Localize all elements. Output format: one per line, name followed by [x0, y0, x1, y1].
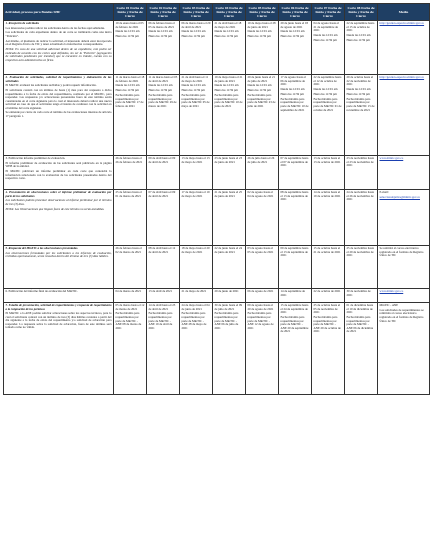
header-cut-03: Corte 03 Fecha de Inicio y Fecha de Cierre — [180, 4, 213, 21]
cut-01-cell — [114, 21, 147, 75]
medio-cell — [378, 156, 430, 190]
activity-paragraph: 4. Presentación de observaciones sobre el informe preliminar de evaluación por parte de los solicitantes — [5, 190, 112, 198]
activity-cell — [4, 190, 114, 246]
date-text: Hasta las 11:59 pm — [280, 91, 304, 96]
cut-04-cell — [213, 246, 246, 289]
date-text: 19 de mayo hasta el 21 de junio de 2021 — [214, 75, 243, 83]
activity-paragraph: 5. Respuesta del MinTIC a las observaciones presentadas. — [5, 246, 79, 250]
date-text: 08 de septiembre hasta el 13 de septiembre de 2021 — [280, 190, 309, 202]
cut-03-cell — [180, 190, 213, 246]
activity-cell — [4, 156, 114, 190]
date-text: Fecha máxima para requerimientos por parte de MinTIC - ANE 12 de agosto de 2021 — [247, 311, 274, 330]
cut-04-cell — [213, 190, 246, 246]
date-text: Fecha máxima para requerimientos por parte de MinTIC 10 de junio de 2021 — [214, 93, 243, 108]
table-row — [4, 289, 430, 303]
medio-link[interactable]: http://gestion-espectro.mintic.gov.co — [379, 21, 425, 25]
date-text: 22 de octubre de 2021 — [313, 289, 341, 293]
activity-cell — [4, 289, 114, 303]
date-text: 21 de abril hasta el 18 de mayo de 2021 — [214, 21, 242, 29]
cut-07-cell — [312, 303, 345, 395]
header-cut-06: Corte 06 Fecha de Inicio y Fecha de Cierre — [279, 4, 312, 21]
date-text: Hasta las 11:59 pm — [181, 88, 205, 93]
cut-06-cell — [279, 21, 312, 75]
date-text: 25 de febrero hasta el 01 de marzo de 2021 — [115, 190, 142, 198]
date-text: Hasta las 11:59 pm — [148, 88, 172, 93]
cut-05-cell — [246, 303, 279, 395]
date-text: 11 de marzo hasta el 18 de febrero de 2021 — [115, 75, 145, 83]
date-text: Desde las 12:01 am — [214, 29, 239, 34]
cut-06-cell — [279, 156, 312, 190]
date-text: 15 de septiembre hasta el 24 de septiembre de 2021 — [280, 303, 309, 315]
date-text: 22 de septiembre hasta el 12 de octubre de 2021 — [313, 75, 342, 87]
cut-04-cell — [213, 21, 246, 75]
date-text: Hasta las 11:59 pm — [214, 34, 238, 39]
cut-04-cell — [213, 303, 246, 395]
date-text: Desde las 12:01 am — [181, 29, 206, 34]
date-text: 19 de mayo hasta el 28 de junio de 2021 — [247, 21, 276, 29]
cut-01-cell — [114, 190, 147, 246]
date-text: 26 de julio hasta el 26 de julio de 2021 — [247, 156, 275, 164]
cut-06-cell — [279, 246, 312, 289]
date-text: 23 de noviembre hasta el 23 de noviembre de 2021 — [346, 156, 374, 168]
cut-08-cell — [345, 156, 378, 190]
schedule-table — [3, 3, 430, 395]
date-text: 17 de agosto hasta el 06 de septiembre de 2021 — [280, 75, 306, 87]
activity-cell — [4, 75, 114, 156]
date-text: Desde las 12:01 am — [280, 29, 305, 34]
date-text: Fecha máxima para requerimientos por parte de MinTIC - ANE 06 de julio de 2021 — [214, 311, 239, 330]
date-text: 25 de noviembre hasta el 29 de noviembre de 2021 — [346, 246, 374, 258]
date-text: Fecha máxima para requerimientos por parte de MinTIC - ANE 06 de diciembre de 2021 — [346, 315, 374, 334]
date-text: 08 de abril hasta el 12 de abril de 2021 — [148, 246, 176, 254]
medio-cell — [378, 246, 430, 289]
table-row — [4, 75, 430, 156]
date-text: Fecha máxima para requerimientos por parte de MinTIC 05 de mayo de 2021 — [181, 93, 210, 108]
activity-paragraph: Las solicitudes de cada expediente dentro de un corte se tramitarán como una única "Petición". — [5, 30, 112, 39]
date-text: 13 de mayo hasta el 13 de mayo de 2021 — [181, 156, 210, 164]
date-text: Desde las 12:01 am — [148, 83, 173, 88]
date-text: 25 de octubre hasta el 05 de noviembre de 2021 — [313, 303, 341, 315]
cut-08-cell — [345, 246, 378, 289]
activity-paragraph: NOTA: Las Observaciones que lleguen fuera de este término no serán atendidas. — [5, 206, 105, 211]
activity-paragraph: 1. Recepción de solicitudes — [5, 21, 40, 25]
medio-cell — [378, 289, 430, 303]
medio-cell — [378, 190, 430, 246]
date-text: 09 de septiembre hasta el 13 de septiembre de 2021 — [280, 246, 309, 258]
date-text: 06 de febrero hasta el 05 de marzo de 2021 — [148, 21, 175, 29]
date-text: Fecha máxima para requerimientos por parte de MinTIC 01 de octubre de 2021 — [313, 96, 342, 112]
date-text: Desde las 12:01 am — [346, 87, 371, 92]
date-text: Hasta las 11:59 pm — [148, 34, 172, 39]
cut-07-cell — [312, 156, 345, 190]
cut-05-cell — [246, 246, 279, 289]
cut-03-cell — [180, 246, 213, 289]
medio-text: E-mail: — [379, 190, 389, 194]
header-cut-01: Corte 01 Fecha de Inicio y Fecha de Cierre — [114, 4, 147, 21]
activity-paragraph: 3. Publicación informe preliminar de evaluación. — [5, 156, 66, 160]
date-text: 09 de abril hasta el 09 de abril de 2021 — [148, 156, 176, 164]
date-text: Fecha máxima para requerimientos por parte de MinTIC 15 de noviembre de 2021 — [346, 96, 375, 112]
activity-paragraph: 6. Publicación del informe final de evaluación del MinTIC. — [5, 289, 78, 293]
cut-06-cell — [279, 190, 312, 246]
cut-04-cell — [213, 75, 246, 156]
date-text: Desde las 12:01 am — [247, 29, 272, 34]
date-text: Hasta las 11:59 pm — [247, 34, 271, 39]
cut-03-cell — [180, 303, 213, 395]
cut-07-cell — [312, 289, 345, 303]
date-text: 03 de agosto hasta el 05 de agosto de 2021 — [247, 246, 274, 254]
activity-paragraph: Se entiende por cierre de cada corte el término de las evaluaciones internas de artículo 17 parágrafo 1. — [5, 110, 112, 119]
date-text: Hasta las 11:59 pm — [181, 34, 205, 39]
date-text: Fecha máxima para requerimientos por parte de MinTIC 17 de febrero de 2021 — [115, 93, 144, 108]
date-text: 24 de noviembre hasta el 26 de noviembre de 2021 — [346, 190, 374, 202]
cut-02-cell — [147, 246, 180, 289]
date-text: 07 de septiembre hasta el 07 de septiembre de 2021 — [280, 156, 309, 168]
date-text: Desde las 12:01 am — [181, 83, 206, 88]
cut-08-cell — [345, 303, 378, 395]
date-text: 07 de abril hasta el 09 de abril de 2021 — [148, 190, 176, 198]
cut-08-cell — [345, 21, 378, 75]
table-row — [4, 156, 430, 190]
cut-02-cell — [147, 21, 180, 75]
date-text: 05 de marzo hasta el 12 de marzo de 2021 — [115, 303, 145, 311]
date-text: 19 de enero hasta el 05 de febrero de 2021 — [115, 21, 144, 29]
date-text: 14 de octubre hasta el 19 de octubre de 2021 — [313, 190, 341, 198]
activity-paragraph: Los interesados podrán radicar las solicitudes dentro de las fechas aquí señaladas. — [5, 25, 105, 30]
cut-07-cell — [312, 75, 345, 156]
date-text: Hasta las 11:59 pm — [313, 37, 337, 42]
date-text: Hasta las 11:59 pm — [247, 88, 271, 93]
date-text: Hasta las 11:59 pm — [346, 91, 370, 96]
header-medio: Medio — [378, 4, 430, 21]
date-text: 26 de febrero hasta el 26 de febrero de 2021 — [115, 156, 143, 164]
cut-02-cell — [147, 289, 180, 303]
header-row — [4, 4, 430, 21]
cut-01-cell — [114, 246, 147, 289]
medio-cell — [378, 303, 430, 395]
activity-cell — [4, 303, 114, 395]
date-text: 09 de agosto hasta el 20 de agosto de 2021 — [247, 303, 274, 311]
table-row — [4, 21, 430, 75]
cut-08-cell — [345, 190, 378, 246]
activity-paragraph: Las observaciones formuladas por los solicitantes a los informes de evaluación, recibidas oportunamente, serán resueltas dentro del término de tres (3) días hábiles. — [5, 250, 112, 259]
date-text: Fecha máxima para requerimientos por parte de MinTIC - ANE 28 de mayo de 2021 — [181, 311, 207, 330]
cut-05-cell — [246, 289, 279, 303]
cut-06-cell — [279, 303, 312, 395]
date-text: 21 de mayo de 2021 — [181, 289, 207, 293]
cut-08-cell — [345, 289, 378, 303]
cut-02-cell — [147, 303, 180, 395]
cut-01-cell — [114, 303, 147, 395]
date-text: 29 de junio hasta el 03 de agosto de 2021 — [280, 21, 309, 29]
date-text: 13 de octubre hasta el 13 de octubre de 2021 — [313, 156, 341, 164]
date-text: Desde las 12:01 am — [148, 29, 173, 34]
date-text: 21 de junio hasta el 25 de junio de 2021 — [214, 190, 243, 198]
medio-link[interactable]: http://gestion-espectro.mintic.gov.co — [379, 75, 425, 79]
date-text: 14 de septiembre de 2021 — [280, 289, 305, 297]
cut-05-cell — [246, 190, 279, 246]
date-text: Desde las 12:01 am — [115, 83, 140, 88]
date-text: Fecha máxima para requerimientos por parte de MinTIC 10 de septiembre de 2021 — [280, 96, 309, 112]
cut-03-cell — [180, 21, 213, 75]
cut-06-cell — [279, 75, 312, 156]
date-text: Desde las 12:01 am — [280, 87, 305, 92]
medio-link[interactable]: www.mintic.gov.co — [379, 156, 404, 160]
medio-text: Las solicitudes de requerimientos se remitirán al correo electrónico registrado en el formato de Registro Único de TIC — [379, 307, 424, 323]
header-cut-07: Corte 07 Fecha de Inicio y Fecha de Cierre — [312, 4, 345, 21]
activity-paragraph: El MinTIC o la ANE podrán solicitar aclaraciones sobre los aspectos técnicos, para lo cual el solicitante contará con un término de tres (3) días hábiles contados a partir del día siguiente a la fecha de envío del requerimiento y/o solicitud de aclaración para responder. La respuesta sobre la solicitud de aclaración, fuera de este término será tomada como no válida. — [5, 311, 112, 330]
date-text: 30 de junio hasta el 09 de julio de 2021 — [214, 303, 243, 311]
date-text: 29 de octubre hasta el 22 de noviembre de 2021 — [346, 75, 374, 87]
medio-cell — [378, 75, 430, 156]
cut-07-cell — [312, 21, 345, 75]
date-text: 30 de noviembre de 2021 — [346, 289, 371, 297]
medio-text: MinTIC - ANE — [379, 303, 399, 307]
date-text: 11 de marzo hasta el 05 de abril de 2021 — [148, 75, 178, 83]
date-text: 13 de abril de 2021 — [148, 289, 173, 293]
date-text: 21 de abril hasta el 11 de mayo de 2021 — [181, 75, 209, 83]
activity-paragraph: El solicitante contará con un término de hasta (1) mes para dar respuesta a dicho requerimiento a la fecha de envío del requerimiento, realizado por el MinTIC, para responder. Las respuestas y/o aclaraciones presentadas fuera de este término serán consideradas en el corte siguiente para lo cual el interesado deberá radicar una nueva solicitud en caso de que el solicitante tenga el interés de continuar con la solicitud en el término del corte siguiente. — [5, 88, 112, 110]
table-row — [4, 246, 430, 289]
date-text: Fecha máxima para requerimientos por parte de MinTIC 29 de marzo de 2021 — [148, 93, 177, 108]
date-text: 26 de febrero hasta el 02 de marzo de 2021 — [115, 246, 142, 254]
header-cut-05: Corte 05 Fecha de Inicio y Fecha de Cierre — [246, 4, 279, 21]
cut-02-cell — [147, 156, 180, 190]
date-text: 15 de octubre hasta el 21 de octubre de 2021 — [313, 246, 341, 254]
date-text: Hasta las 11:59 pm — [115, 34, 139, 39]
date-text: 17 de mayo hasta el 19 de mayo de 2021 — [181, 190, 210, 198]
table-row — [4, 190, 430, 246]
date-text: 22 de junio hasta el 24 de junio de 2021 — [214, 246, 243, 254]
activity-paragraph: El MinTIC publicará un informe preliminar en cada corte que contendrá la información relacionada con la evaluación de las solicitudes presentadas dentro del respectivo corte. — [5, 169, 112, 181]
date-text: 14 de abril hasta el 23 de abril de 2021 — [148, 303, 176, 311]
date-text: Fecha máxima para requerimientos por parte de MinTIC - ANE 19 de abril de 2021 — [148, 311, 173, 330]
date-text: Desde las 12:01 am — [313, 33, 338, 38]
activity-cell — [4, 21, 114, 75]
date-text: Hasta las 11:59 pm — [313, 91, 337, 96]
cut-02-cell — [147, 75, 180, 156]
cut-02-cell — [147, 190, 180, 246]
date-text: Hasta las 11:59 pm — [115, 88, 139, 93]
activity-paragraph: El MinTIC evaluará las solicitudes recibidas y podrá requerir información. — [5, 83, 97, 88]
header-cut-02: Corte 02 Fecha de Inicio y Fecha de Cierre — [147, 4, 180, 21]
cut-03-cell — [180, 156, 213, 190]
cut-07-cell — [312, 246, 345, 289]
date-text: 04 de marzo de 2021 — [115, 289, 142, 293]
date-text: Hasta las 11:59 pm — [280, 34, 304, 39]
activity-paragraph: NOTA: En caso de una solicitud adicional dentro de un expediente, este podrá ser radicado de acuerdo con los cortes aquí definidos, sin ser la "Petición" (agregación de solicitudes pendientes por tramitar) que se encuentre en trámite, cuenta con su respectivo acto administrativo en firme. — [5, 47, 112, 62]
cut-07-cell — [312, 190, 345, 246]
header-activity: Actividad, proceso para Bandas SHF — [4, 4, 114, 21]
activity-cell — [4, 246, 114, 289]
date-text: 06 de agosto de 2021 — [247, 289, 274, 293]
cut-01-cell — [114, 289, 147, 303]
cut-04-cell — [213, 289, 246, 303]
date-text: 29 de junio de 2021 — [214, 289, 239, 293]
activity-paragraph: Así mismo, al momento de radicar la solicitud, el interesado deberá estar incorporado en el Registro Único de TIC y tener actualizada la información correspondiente. — [5, 38, 112, 47]
medio-link[interactable]: www.mintic.gov.co — [379, 289, 404, 293]
cut-01-cell — [114, 75, 147, 156]
date-text: Fecha máxima para requerimientos por parte de MinTIC - ANE 29 de octubre de 2021 — [313, 315, 341, 334]
cut-06-cell — [279, 289, 312, 303]
date-text: Desde las 12:01 am — [247, 83, 272, 88]
date-text: 29 de junio hasta el 21 de julio de 2021 — [247, 75, 276, 83]
activity-paragraph: Los solicitantes podrán presentar observaciones al informe preliminar por el término de tres (3) días. — [5, 198, 112, 206]
date-text: 01 de diciembre hasta el 10 de diciembre de 2021 — [346, 303, 374, 315]
medio-cell — [378, 21, 430, 75]
header-cut-04: Corte 04 Fecha de Inicio y Fecha de Cierre — [213, 4, 246, 21]
date-text: 06 de marzo hasta el 20 de abril de 2021 — [181, 21, 211, 29]
date-text: Fecha máxima para requerimientos por parte de MinTIC - ANE 20 de septiembre de 2021 — [280, 315, 309, 334]
date-text: Fecha máxima para requerimientos por parte de MinTIC - ANE 08 de marzo de 2021 — [115, 311, 142, 330]
cut-05-cell — [246, 156, 279, 190]
activity-paragraph: El informe preliminar de evaluación de las solicitudes será publicado en la página WEB de la entidad. — [5, 160, 112, 169]
date-text: Desde las 12:01 am — [214, 83, 239, 88]
header-cut-08: Corte 08 Fecha de Inicio y Fecha de Cierre — [345, 4, 378, 21]
date-text: Fecha máxima para requerimientos por parte de MinTIC 23 de julio de 2021 — [247, 93, 276, 108]
cut-05-cell — [246, 75, 279, 156]
date-text: 18 de mayo hasta el 20 de mayo de 2021 — [181, 246, 210, 254]
date-text: 02 de agosto hasta el 04 de agosto de 2021 — [247, 190, 274, 198]
date-text: 23 de junio hasta el 23 de junio de 2021 — [214, 156, 243, 164]
cut-05-cell — [246, 21, 279, 75]
activity-paragraph: 7. Estudio de presentación, solicitud de requerimientos y respuesta de requerimiento a la Asignación de los permisos — [5, 303, 112, 311]
medio-text: Se remitirá al correo electrónico registrado en el formato de Registro Único de TIC — [379, 246, 424, 258]
cut-03-cell — [180, 289, 213, 303]
activity-paragraph: 2. Evaluación de solicitudes, solicitud de requerimientos y elaboración de las solicitudes — [5, 75, 112, 83]
date-text: 04 de agosto hasta el 21 de septiembre de 2021 — [313, 21, 339, 33]
medio-link[interactable]: seleccionobjetiva@mintic.gov.co — [379, 194, 421, 199]
cut-03-cell — [180, 75, 213, 156]
date-text: Desde las 12:01 am — [115, 29, 140, 34]
cut-08-cell — [345, 75, 378, 156]
date-text: 24 de mayo hasta el 04 de junio de 2021 — [181, 303, 210, 311]
cut-01-cell — [114, 156, 147, 190]
date-text: Hasta las 11:59 pm — [346, 37, 370, 42]
table-row — [4, 303, 430, 395]
date-text: 22 de septiembre hasta el 15 de octubre de 2021 — [346, 21, 375, 33]
cut-04-cell — [213, 156, 246, 190]
date-text: Desde las 12:01 am — [313, 87, 338, 92]
date-text: Desde las 12:01 am — [346, 33, 371, 38]
date-text: Hasta las 11:59 pm — [214, 88, 238, 93]
